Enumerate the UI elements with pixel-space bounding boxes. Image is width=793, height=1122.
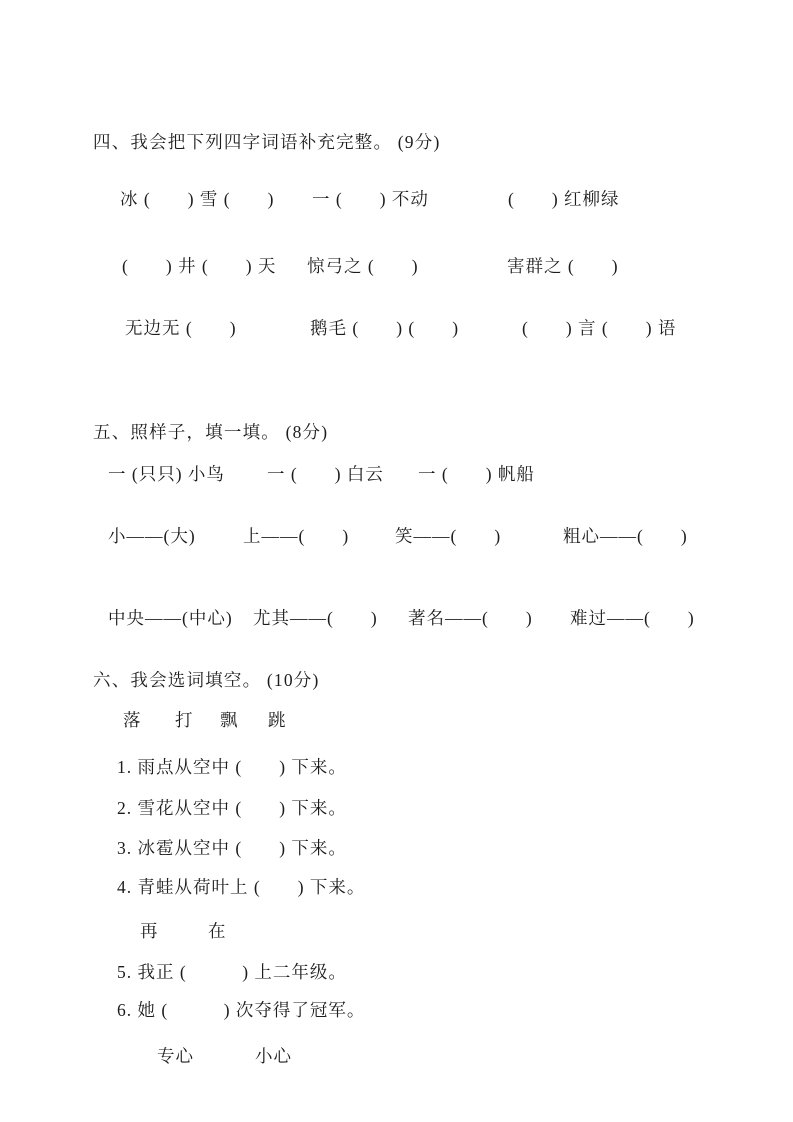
word-bank-word: 再 [140,921,159,941]
antonym-blank: 粗心——( ) [563,526,688,546]
word-bank-word: 飘 [220,710,239,730]
synonym-blank: 难过——( ) [570,608,695,628]
word-bank-word: 跳 [268,710,287,730]
fill-in-question: 6. 她 ( ) 次夺得了冠军。 [117,1000,366,1020]
idiom-blank: ( ) 井 ( ) 天 [122,256,277,276]
measure-word-blank: 一 ( ) 帆船 [418,464,535,484]
idiom-blank: 害群之 ( ) [507,256,619,276]
idiom-blank: 无边无 ( ) [125,318,237,338]
section-four-title: 四、我会把下列四字词语补充完整。 (9分) [93,132,441,152]
fill-in-question: 3. 冰雹从空中 ( ) 下来。 [117,838,347,858]
measure-word-example: 一 (只只) 小鸟 [108,464,225,484]
measure-word-blank: 一 ( ) 白云 [267,464,384,484]
fill-in-question: 2. 雪花从空中 ( ) 下来。 [117,798,347,818]
idiom-blank: 冰 ( ) 雪 ( ) [120,189,275,209]
idiom-blank: 鹅毛 ( ) ( ) [310,318,460,338]
antonym-blank: 上——( ) [243,526,350,546]
antonym-blank: 笑——( ) [395,526,502,546]
idiom-blank: 惊弓之 ( ) [307,256,419,276]
idiom-blank: 一 ( ) 不动 [312,189,429,209]
fill-in-question: 1. 雨点从空中 ( ) 下来。 [117,757,347,777]
idiom-blank: ( ) 红柳绿 [508,189,620,209]
word-bank-word: 在 [208,921,227,941]
antonym-example: 小——(大) [108,526,196,546]
synonym-blank: 著名——( ) [408,608,533,628]
idiom-blank: ( ) 言 ( ) 语 [522,318,677,338]
word-bank-word: 落 [123,710,142,730]
section-six-title: 六、我会选词填空。 (10分) [93,670,320,690]
section-five-title: 五、照样子，填一填。 (8分) [93,422,329,442]
word-bank-word: 打 [175,710,194,730]
word-bank-word: 小心 [255,1046,292,1066]
fill-in-question: 5. 我正 ( ) 上二年级。 [117,962,347,982]
word-bank-word: 专心 [157,1046,194,1066]
synonym-example: 中央——(中心) [108,608,233,628]
fill-in-question: 4. 青蛙从荷叶上 ( ) 下来。 [117,877,366,897]
synonym-blank: 尤其——( ) [253,608,378,628]
